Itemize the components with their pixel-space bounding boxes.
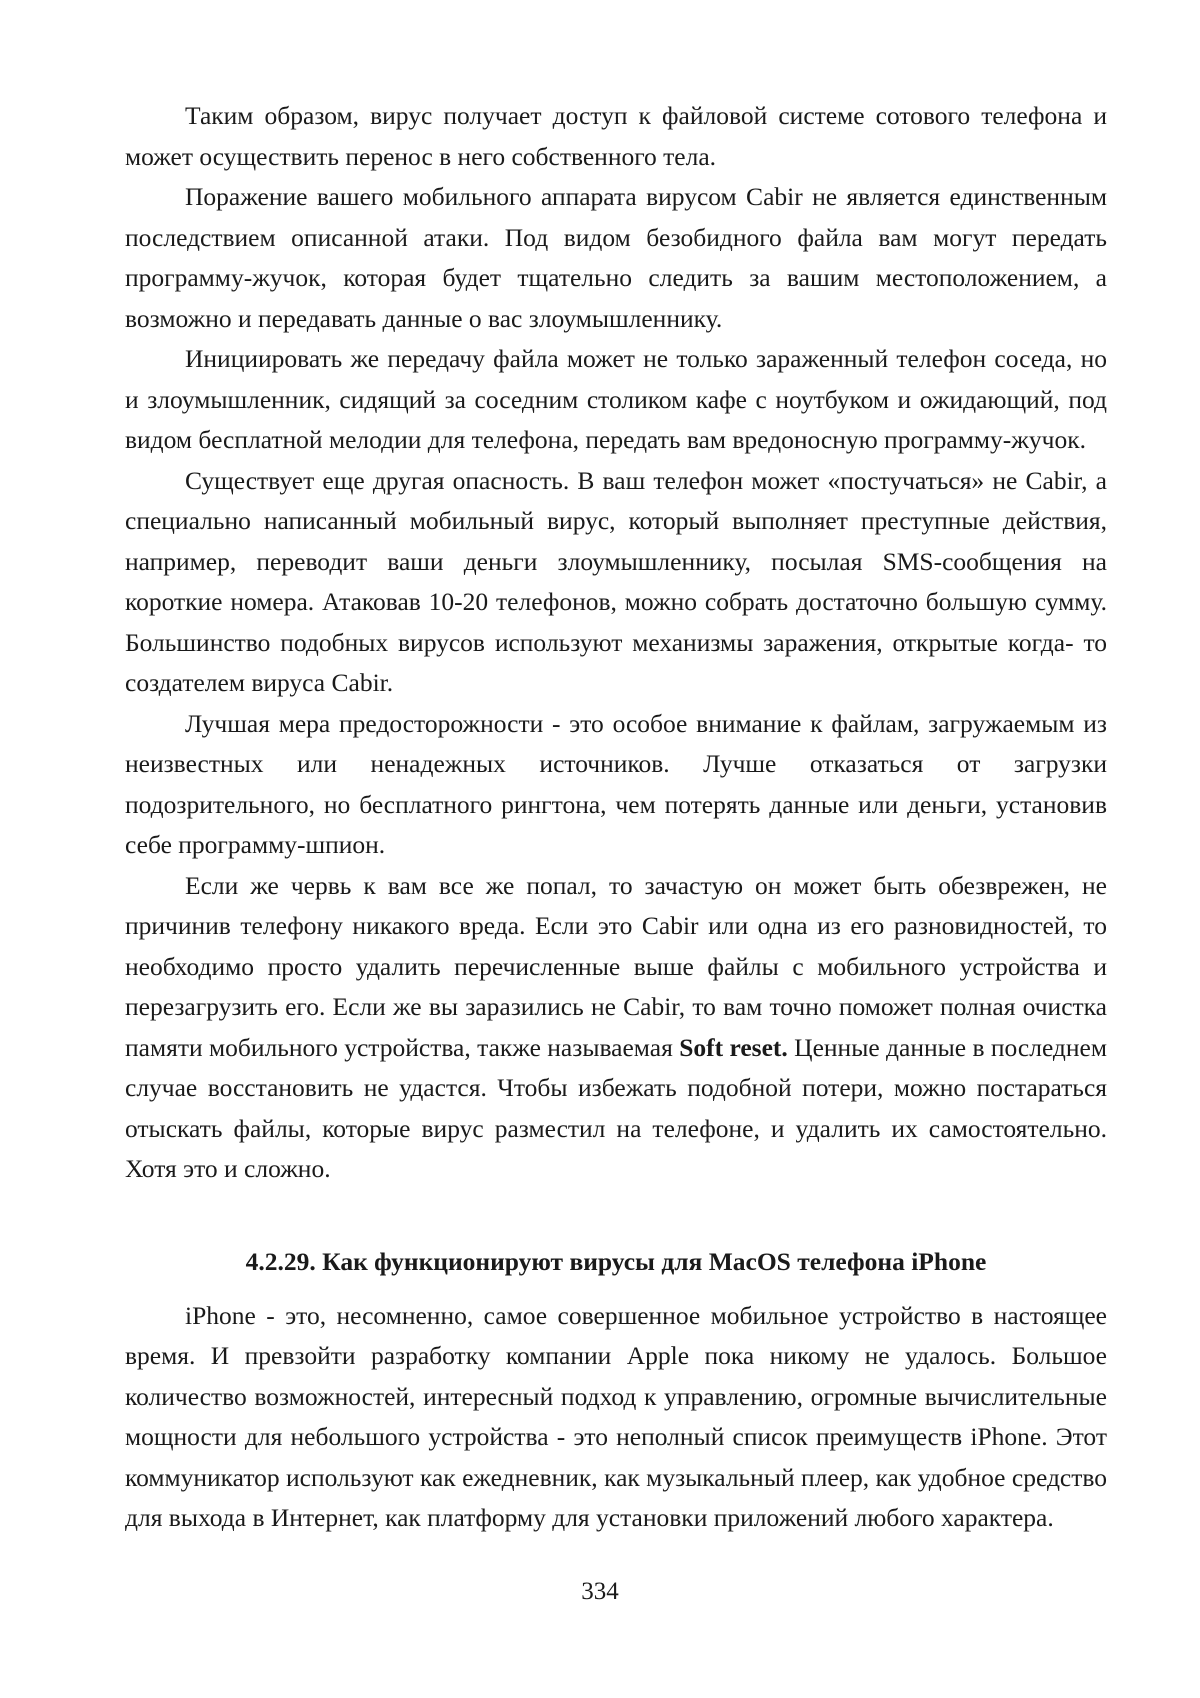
paragraph-soft-reset-before: Если же червь к вам все же попал, то зачастую он может быть обезврежен, не причинив телефону никакого вреда. Если это Cabir или одна из его разновидностей, то необходимо просто удалить перечисленные выше файлы с мобильного устройства и перезагрузить его. Если же вы заразились не Cabir, то вам точно поможет полная очистка памяти мобильного устройства, также называемая bbox=[125, 870, 1107, 1062]
page-content bbox=[125, 96, 1107, 1539]
paragraph-other-danger: Существует еще другая опасность. В ваш телефон может «постучаться» не Cabir, а специально написанный мобильный вирус, который выполняет преступные действия, например, переводит ваши деньги злоумышленнику, посылая SMS-сообщения на короткие номера. Атаковав 10-20 телефонов, можно собрать достаточно большую сумму. Большинство подобных вирусов используют механизмы заражения, открытые когда- то создателем вируса Cabir. bbox=[125, 465, 1107, 697]
soft-reset-term: Soft reset. bbox=[679, 1032, 788, 1062]
paragraph-transfer-initiation: Инициировать же передачу файла может не только зараженный телефон соседа, но и злоумышленник, сидящий за соседним столиком кафе с ноутбуком и ожидающий, под видом бесплатной мелодии для телефона, передать вам вредоносную программу-жучок. bbox=[125, 344, 1107, 454]
page-number: 334 bbox=[581, 1578, 619, 1605]
paragraph-cabir-consequences: Поражение вашего мобильного аппарата вирусом Cabir не является единственным последствием описанной атаки. Под видом безобидного файла вам могут передать программу-жучок, которая будет тщательно следить за вашим местоположением, а возможно и передавать данные о вас злоумышленнику. bbox=[125, 182, 1107, 333]
paragraph-precautions: Лучшая мера предосторожности - это особое внимание к файлам, загружаемым из неизвестных или ненадежных источников. Лучше отказаться от загрузки подозрительного, но бесплатного рингтона, чем потерять данные или деньги, установив себе программу-шпион. bbox=[125, 708, 1107, 859]
paragraph-file-access: Таким образом, вирус получает доступ к файловой системе сотового телефона и может осуществить перенос в него собственного тела. bbox=[125, 101, 1107, 171]
paragraph-iphone-intro: iPhone - это, несомненно, самое совершенное мобильное устройство в настоящее время. И превзойти разработку компании Apple пока никому не удалось. Большое количество возможностей, интересный подход к управлению, огромные вычислительные мощности для небольшого устройства - это неполный список преимуществ iPhone. Этот коммуникатор используют как ежедневник, как музыкальный плеер, как удобное средство для выхода в Интернет, как платформу для установки приложений любого характера. bbox=[125, 1300, 1107, 1532]
section-heading: 4.2.29. Как функционируют вирусы для MacOS телефона iPhone bbox=[245, 1246, 987, 1276]
paragraph-soft-reset bbox=[125, 866, 1107, 1190]
paragraph-soft-reset-after: Ценные данные в последнем случае восстановить не удастся. Чтобы избежать подобной потери, можно постараться отыскать файлы, которые вирус разместил на телефоне, и удалить их самостоятельно. Хотя это и сложно. bbox=[125, 1032, 1108, 1183]
